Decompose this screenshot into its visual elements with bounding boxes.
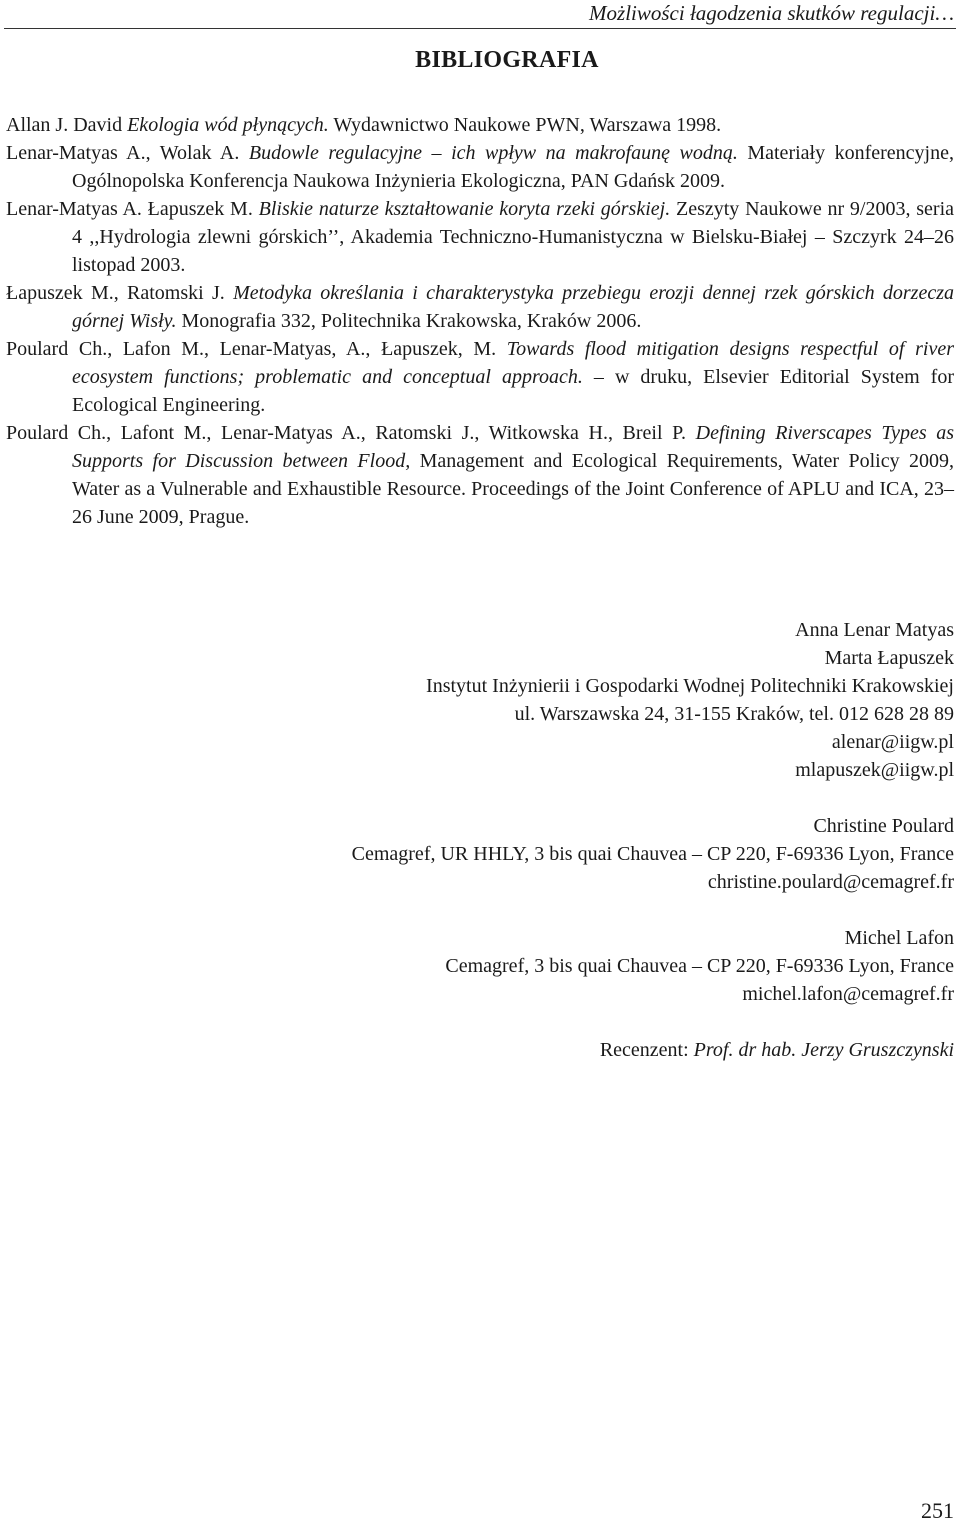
reviewer-line: [54, 1036, 954, 1064]
bibliography-entry: [6, 195, 954, 279]
bibliography-entry: [6, 139, 954, 195]
author-address: ul. Warszawska 24, 31-155 Kraków, tel. 012 628 28 89: [514, 703, 954, 725]
author-name: Marta Łapuszek: [824, 647, 954, 669]
entry-details: Management and Ecological Requirements, Water Policy 2009, Water as a Vulnerable and Exhaustible Resource. Proceedings of the Joint Conference of APLU and ICA, 23–26 June 2009, Prague.: [72, 450, 955, 528]
bibliography-entry: [6, 279, 954, 335]
entry-authors: Poulard Ch., Lafon M., Lenar-Matyas, A., Łapuszek, M.: [6, 338, 507, 360]
author-email: michel.lafon@cemagref.fr: [742, 983, 954, 1005]
entry-details: – w druku, Elsevier Editorial System for Ecological Engineering.: [72, 366, 954, 416]
bibliography-entry: [6, 335, 954, 419]
entry-authors: Poulard Ch., Lafont M., Lenar-Matyas A., Ratomski J., Witkowska H., Breil P.: [6, 422, 696, 444]
author-address: Cemagref, UR HHLY, 3 bis quai Chauvea – CP 220, F-69336 Lyon, France: [351, 843, 954, 865]
entry-title: Ekologia wód płynących.: [127, 114, 329, 136]
page-number: 251: [921, 1498, 954, 1523]
entry-authors: Allan J. David: [6, 114, 128, 136]
author-address: Cemagref, 3 bis quai Chauvea – CP 220, F-69336 Lyon, France: [445, 955, 954, 977]
entry-authors: Lenar-Matyas A. Łapuszek M.: [6, 198, 259, 220]
running-head: Możliwości łagodzenia skutków regulacji…: [589, 1, 954, 25]
entry-details: Zeszyty Naukowe nr 9/2003, seria 4 ,,Hydrologia zlewni górskich’’, Akademia Techniczno-Humanistyczna w Bielsku-Białej – Szczyrk 24–26 listopad 2003.: [72, 198, 955, 276]
reviewer-label: Recenzent:: [599, 1039, 694, 1061]
bibliography-entry: [6, 419, 954, 531]
author-affiliations: [54, 616, 954, 1092]
author-name: Michel Lafon: [844, 927, 954, 949]
author-group-poulard: [54, 812, 954, 896]
entry-authors: Łapuszek M., Ratomski J.: [6, 282, 234, 304]
author-name: Anna Lenar Matyas: [795, 619, 954, 641]
entry-authors: Lenar-Matyas A., Wolak A.: [6, 142, 249, 164]
bibliography-list: [6, 111, 954, 531]
entry-title: Metodyka określania i charakterystyka przebiegu erozji dennej rzek górskich dorzecza górnej Wisły.: [72, 282, 955, 332]
entry-title: Budowle regulacyjne – ich wpływ na makrofaunę wodną.: [248, 142, 738, 164]
entry-title: Bliskie naturze kształtowanie koryta rzeki górskiej.: [258, 198, 671, 220]
author-group-krakow: [54, 616, 954, 784]
bibliography-entry: [6, 111, 954, 139]
header-rule: [4, 28, 956, 29]
author-institute: Instytut Inżynierii i Gospodarki Wodnej Politechniki Krakowskiej: [426, 675, 954, 697]
author-email: christine.poulard@cemagref.fr: [707, 871, 954, 893]
author-name: Christine Poulard: [813, 815, 954, 837]
author-email: alenar@iigw.pl: [831, 731, 954, 753]
reviewer: [54, 1036, 954, 1064]
entry-title: Defining Riverscapes Types as Supports for Discussion between Flood,: [72, 422, 954, 472]
entry-details: Materiały konferencyjne, Ogólnopolska Konferencja Naukowa Inżynieria Ekologiczna, PAN Gdańsk 2009.: [72, 142, 954, 192]
entry-details: Monografia 332, Politechnika Krakowska, Kraków 2006.: [176, 310, 642, 332]
entry-title: Towards flood mitigation designs respectful of river ecosystem functions; problematic and conceptual approach.: [72, 338, 954, 388]
reviewer-name: Prof. dr hab. Jerzy Gruszczynski: [693, 1039, 954, 1061]
section-title: BIBLIOGRAFIA: [415, 47, 599, 73]
author-email: mlapuszek@iigw.pl: [795, 759, 954, 781]
entry-details: Wydawnictwo Naukowe PWN, Warszawa 1998.: [328, 114, 722, 136]
author-group-lafon: [54, 924, 954, 1008]
